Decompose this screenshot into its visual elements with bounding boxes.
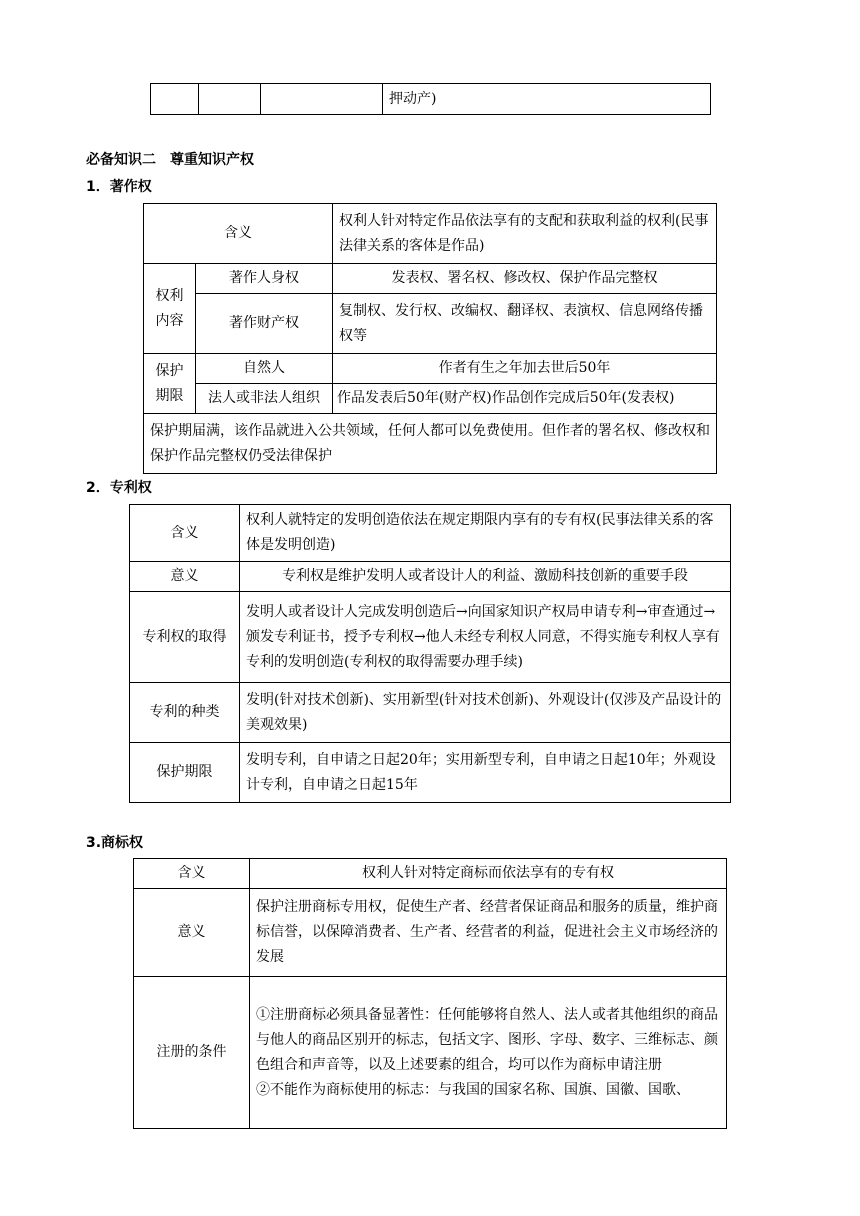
conditions-item-2: ②不能作为商标使用的标志：与我国的国家名称、国旗、国徽、国歌、 bbox=[256, 1081, 690, 1098]
meaning-label: 含义 bbox=[134, 859, 250, 889]
personal-rights-label: 著作人身权 bbox=[196, 264, 333, 294]
patent-table bbox=[129, 504, 731, 803]
property-rights-label: 著作财产权 bbox=[196, 294, 333, 354]
empty-cell bbox=[151, 84, 199, 115]
conditions-label: 注册的条件 bbox=[134, 977, 250, 1129]
legal-person-text: 作品发表后50年(财产权)作品创作完成后50年(发表权) bbox=[333, 384, 717, 414]
property-rights-text: 复制权、发行权、改编权、翻译权、表演权、信息网络传播权等 bbox=[333, 294, 717, 354]
significance-text: 保护注册商标专用权，促使生产者、经营者保证商品和服务的质量，维护商标信誉，以保障消费者、生产者、经营者的利益，促进社会主义市场经济的发展 bbox=[250, 889, 727, 977]
natural-person-text: 作者有生之年加去世后50年 bbox=[333, 354, 717, 384]
empty-cell bbox=[261, 84, 383, 115]
patent-heading: 2．专利权 bbox=[86, 480, 152, 496]
trademark-table bbox=[133, 858, 727, 1129]
copyright-heading: 1．著作权 bbox=[86, 179, 152, 195]
significance-label: 意义 bbox=[130, 562, 240, 592]
period-text: 发明专利，自申请之日起20年；实用新型专利，自申请之日起10年；外观设计专利，自申请之日起15年 bbox=[240, 743, 731, 803]
empty-cell bbox=[199, 84, 261, 115]
rights-label: 权利内容 bbox=[144, 264, 196, 354]
meaning-label: 含义 bbox=[130, 505, 240, 562]
copyright-table bbox=[143, 203, 717, 474]
copyright-note: 保护期届满，该作品就进入公共领域，任何人都可以免费使用。但作者的署名权、修改权和保护作品完整权仍受法律保护 bbox=[144, 414, 717, 474]
conditions-text bbox=[250, 977, 727, 1129]
meaning-text: 权利人针对特定商标而依法享有的专有权 bbox=[250, 859, 727, 889]
types-label: 专利的种类 bbox=[130, 683, 240, 743]
acquire-text: 发明人或者设计人完成发明创造后→向国家知识产权局申请专利→审查通过→颁发专利证书，授予专利权→他人未经专利权人同意，不得实施专利权人享有专利的发明创造(专利权的取得需要办理手续) bbox=[240, 592, 731, 683]
legal-person-label: 法人或非法人组织 bbox=[196, 384, 333, 414]
conditions-item-1: ①注册商标必须具备显著性：任何能够将自然人、法人或者其他组织的商品与他人的商品区别开的标志，包括文字、图形、字母、数字、三维标志、颜色组合和声音等，以及上述要素的组合，均可以作为商标申请注册 bbox=[256, 1006, 718, 1073]
significance-text: 专利权是维护发明人或者设计人的利益、激励科技创新的重要手段 bbox=[240, 562, 731, 592]
period-label: 保护期限 bbox=[144, 354, 196, 414]
table-cell: 押动产) bbox=[383, 84, 711, 115]
significance-label: 意义 bbox=[134, 889, 250, 977]
acquire-label: 专利权的取得 bbox=[130, 592, 240, 683]
meaning-label: 含义 bbox=[144, 204, 333, 264]
types-text: 发明(针对技术创新)、实用新型(针对技术创新)、外观设计(仅涉及产品设计的美观效果) bbox=[240, 683, 731, 743]
personal-rights-text: 发表权、署名权、修改权、保护作品完整权 bbox=[333, 264, 717, 294]
meaning-text: 权利人就特定的发明创造依法在规定期限内享有的专有权(民事法律关系的客体是发明创造) bbox=[240, 505, 731, 562]
top-table bbox=[150, 83, 711, 115]
natural-person-label: 自然人 bbox=[196, 354, 333, 384]
section-title: 必备知识二 尊重知识产权 bbox=[86, 152, 254, 168]
trademark-heading: 3.商标权 bbox=[86, 835, 144, 851]
meaning-text: 权利人针对特定作品依法享有的支配和获取利益的权利(民事法律关系的客体是作品) bbox=[333, 204, 717, 264]
period-label: 保护期限 bbox=[130, 743, 240, 803]
